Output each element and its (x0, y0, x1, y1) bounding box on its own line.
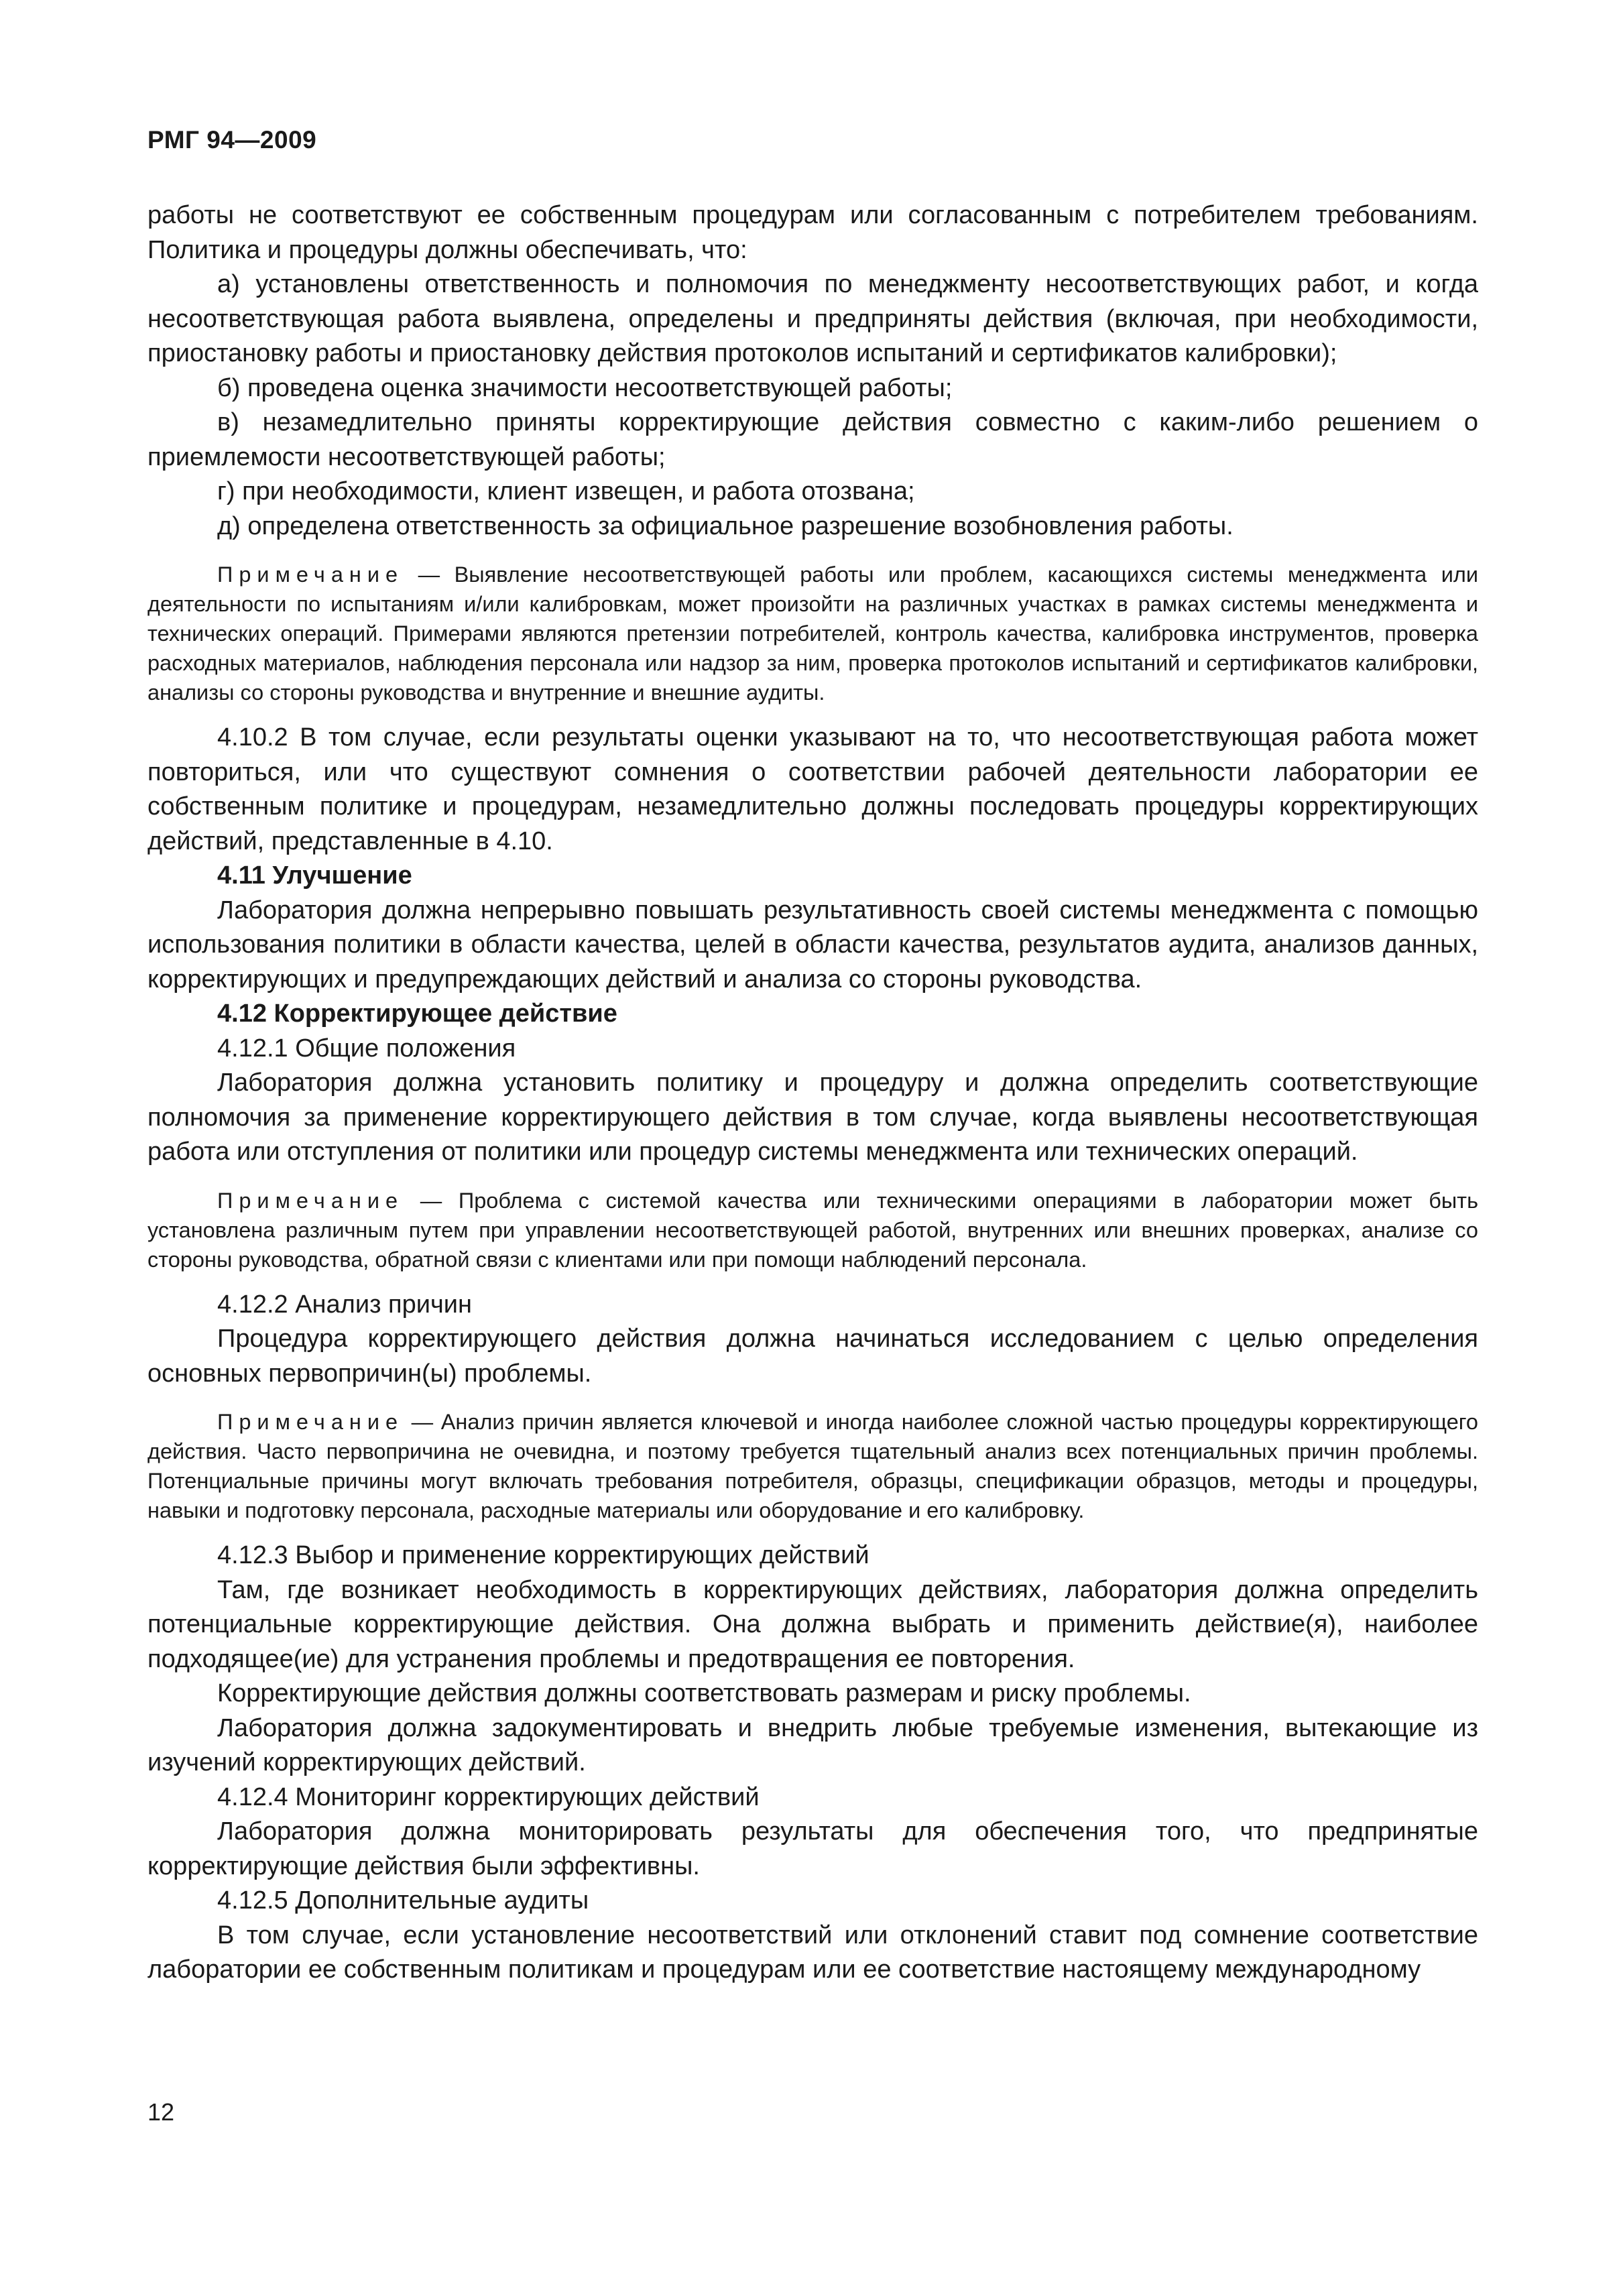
subsection-heading-4-12-3: 4.12.3 Выбор и применение корректирующих действий (217, 1541, 869, 1569)
subsection-heading-4-12-5: 4.12.5 Дополнительные аудиты (217, 1886, 589, 1915)
paragraph-4-10-2: 4.10.2 В том случае, если результаты оценки указывают на то, что несоответствующая работа может повториться, или что существуют сомнения о соответствии рабочей деятельности лаборатории ее собственным политике и процедурам, незамедлительно должны последовать процедуры корректирующих действий, представленные в 4.10. (147, 723, 1478, 855)
note-label: Примечание (217, 1410, 404, 1434)
note-text: — Проблема с системой качества или техническими операциями в лаборатории может быть установлена различным путем при управлении несоответствующей работой, внутренних или внешних проверках, анализе со стороны руководства, обратной связи с клиентами или при помощи наблюдений персонала. (147, 1188, 1478, 1272)
note-3 (147, 1407, 1478, 1525)
list-item-d: д) определена ответственность за официальное разрешение возобновления работы. (217, 511, 1234, 540)
section-heading-4-12: 4.12 Корректирующее действие (217, 1000, 617, 1028)
note-label: Примечание (217, 562, 404, 587)
note-text: — Анализ причин является ключевой и иногда наиболее сложной частью процедуры корректирующего действия. Часто первопричина не очевидна, и поэтому требуется тщательный анализ всех потенциальных причин проблемы. Потенциальные причины могут включать требования потребителя, образцы, спецификации образцов, методы и процедуры, навыки и подготовку персонала, расходные материалы или оборудование и его калибровку. (147, 1410, 1478, 1522)
paragraph-4-12-3-a: Там, где возникает необходимость в корректирующих действиях, лаборатория должна определить потенциальные корректирующие действия. Она должна выбрать и применить действие(я), наиболее подходящее(ие) для устранения проблемы и предотвращения ее повторения. (147, 1575, 1478, 1673)
document-body (147, 198, 1478, 1988)
paragraph-continuation: работы не соответствуют ее собственным процедурам или согласованным с потребителем требованиям. Политика и процедуры должны обеспечивать, что: (147, 201, 1478, 264)
subsection-heading-4-12-4: 4.12.4 Мониторинг корректирующих действий (217, 1783, 760, 1811)
list-item-a: а) установлены ответственность и полномочия по менеджменту несоответствующих работ, и когда несоответствующая работа выявлена, определены и предприняты действия (включая, при необходимости, приостановку работы и приостановку действия протоколов испытаний и сертификатов калибровки); (147, 270, 1478, 367)
paragraph-4-12-4: Лаборатория должна мониторировать результаты для обеспечения того, что предпринятые корректирующие действия были эффективны. (147, 1817, 1478, 1880)
note-1 (147, 560, 1478, 707)
note-label: Примечание (217, 1188, 404, 1213)
list-item-g: г) при необходимости, клиент извещен, и работа отозвана; (217, 477, 915, 505)
list-item-v: в) незамедлительно приняты корректирующие действия совместно с каким-либо решением о приемлемости несоответствующей работы; (147, 408, 1478, 471)
paragraph-4-11: Лаборатория должна непрерывно повышать результативность своей системы менеджмента с помощью использования политики в области качества, целей в области качества, результатов аудита, анализов данных, корректирующих и предупреждающих действий и анализа со стороны руководства. (147, 896, 1478, 993)
paragraph-4-12-1: Лаборатория должна установить политику и процедуру и должна определить соответствующие полномочия за применение корректирующего действия в том случае, когда выявлены несоответствующая работа или отступления от политики или процедур системы менеджмента или технических операций. (147, 1069, 1478, 1166)
document-code-header: РМГ 94—2009 (147, 126, 317, 154)
document-page (147, 0, 1478, 2296)
paragraph-4-12-5: В том случае, если установление несоответствий или отклонений ставит под сомнение соответствие лаборатории ее собственным политикам и процедурам или ее соответствие настоящему международному (147, 1921, 1478, 1984)
note-2 (147, 1186, 1478, 1274)
subsection-heading-4-12-2: 4.12.2 Анализ причин (217, 1290, 472, 1319)
list-item-b: б) проведена оценка значимости несоответствующей работы; (217, 373, 953, 402)
section-heading-4-11: 4.11 Улучшение (217, 861, 412, 890)
paragraph-4-12-2: Процедура корректирующего действия должна начинаться исследованием с целью определения основных первопричин(ы) проблемы. (147, 1325, 1478, 1388)
page-number: 12 (147, 2098, 175, 2126)
subsection-heading-4-12-1: 4.12.1 Общие положения (217, 1034, 516, 1063)
paragraph-4-12-3-c: Лаборатория должна задокументировать и внедрить любые требуемые изменения, вытекающие из изучений корректирующих действий. (147, 1713, 1478, 1776)
note-text: — Выявление несоответствующей работы или проблем, касающихся системы менеджмента или деятельности по испытаниям и/или калибровкам, может произойти на различных участках в рамках системы менеджмента и технических операций. Примерами являются претензии потребителей, контроль качества, калибровка инструментов, проверка расходных материалов, наблюдения персонала или надзор за ним, проверка протоколов испытаний и сертификатов калибровки, анализы со стороны руководства и внутренние и внешние аудиты. (147, 562, 1478, 705)
paragraph-4-12-3-b: Корректирующие действия должны соответствовать размерам и риску проблемы. (217, 1679, 1191, 1707)
